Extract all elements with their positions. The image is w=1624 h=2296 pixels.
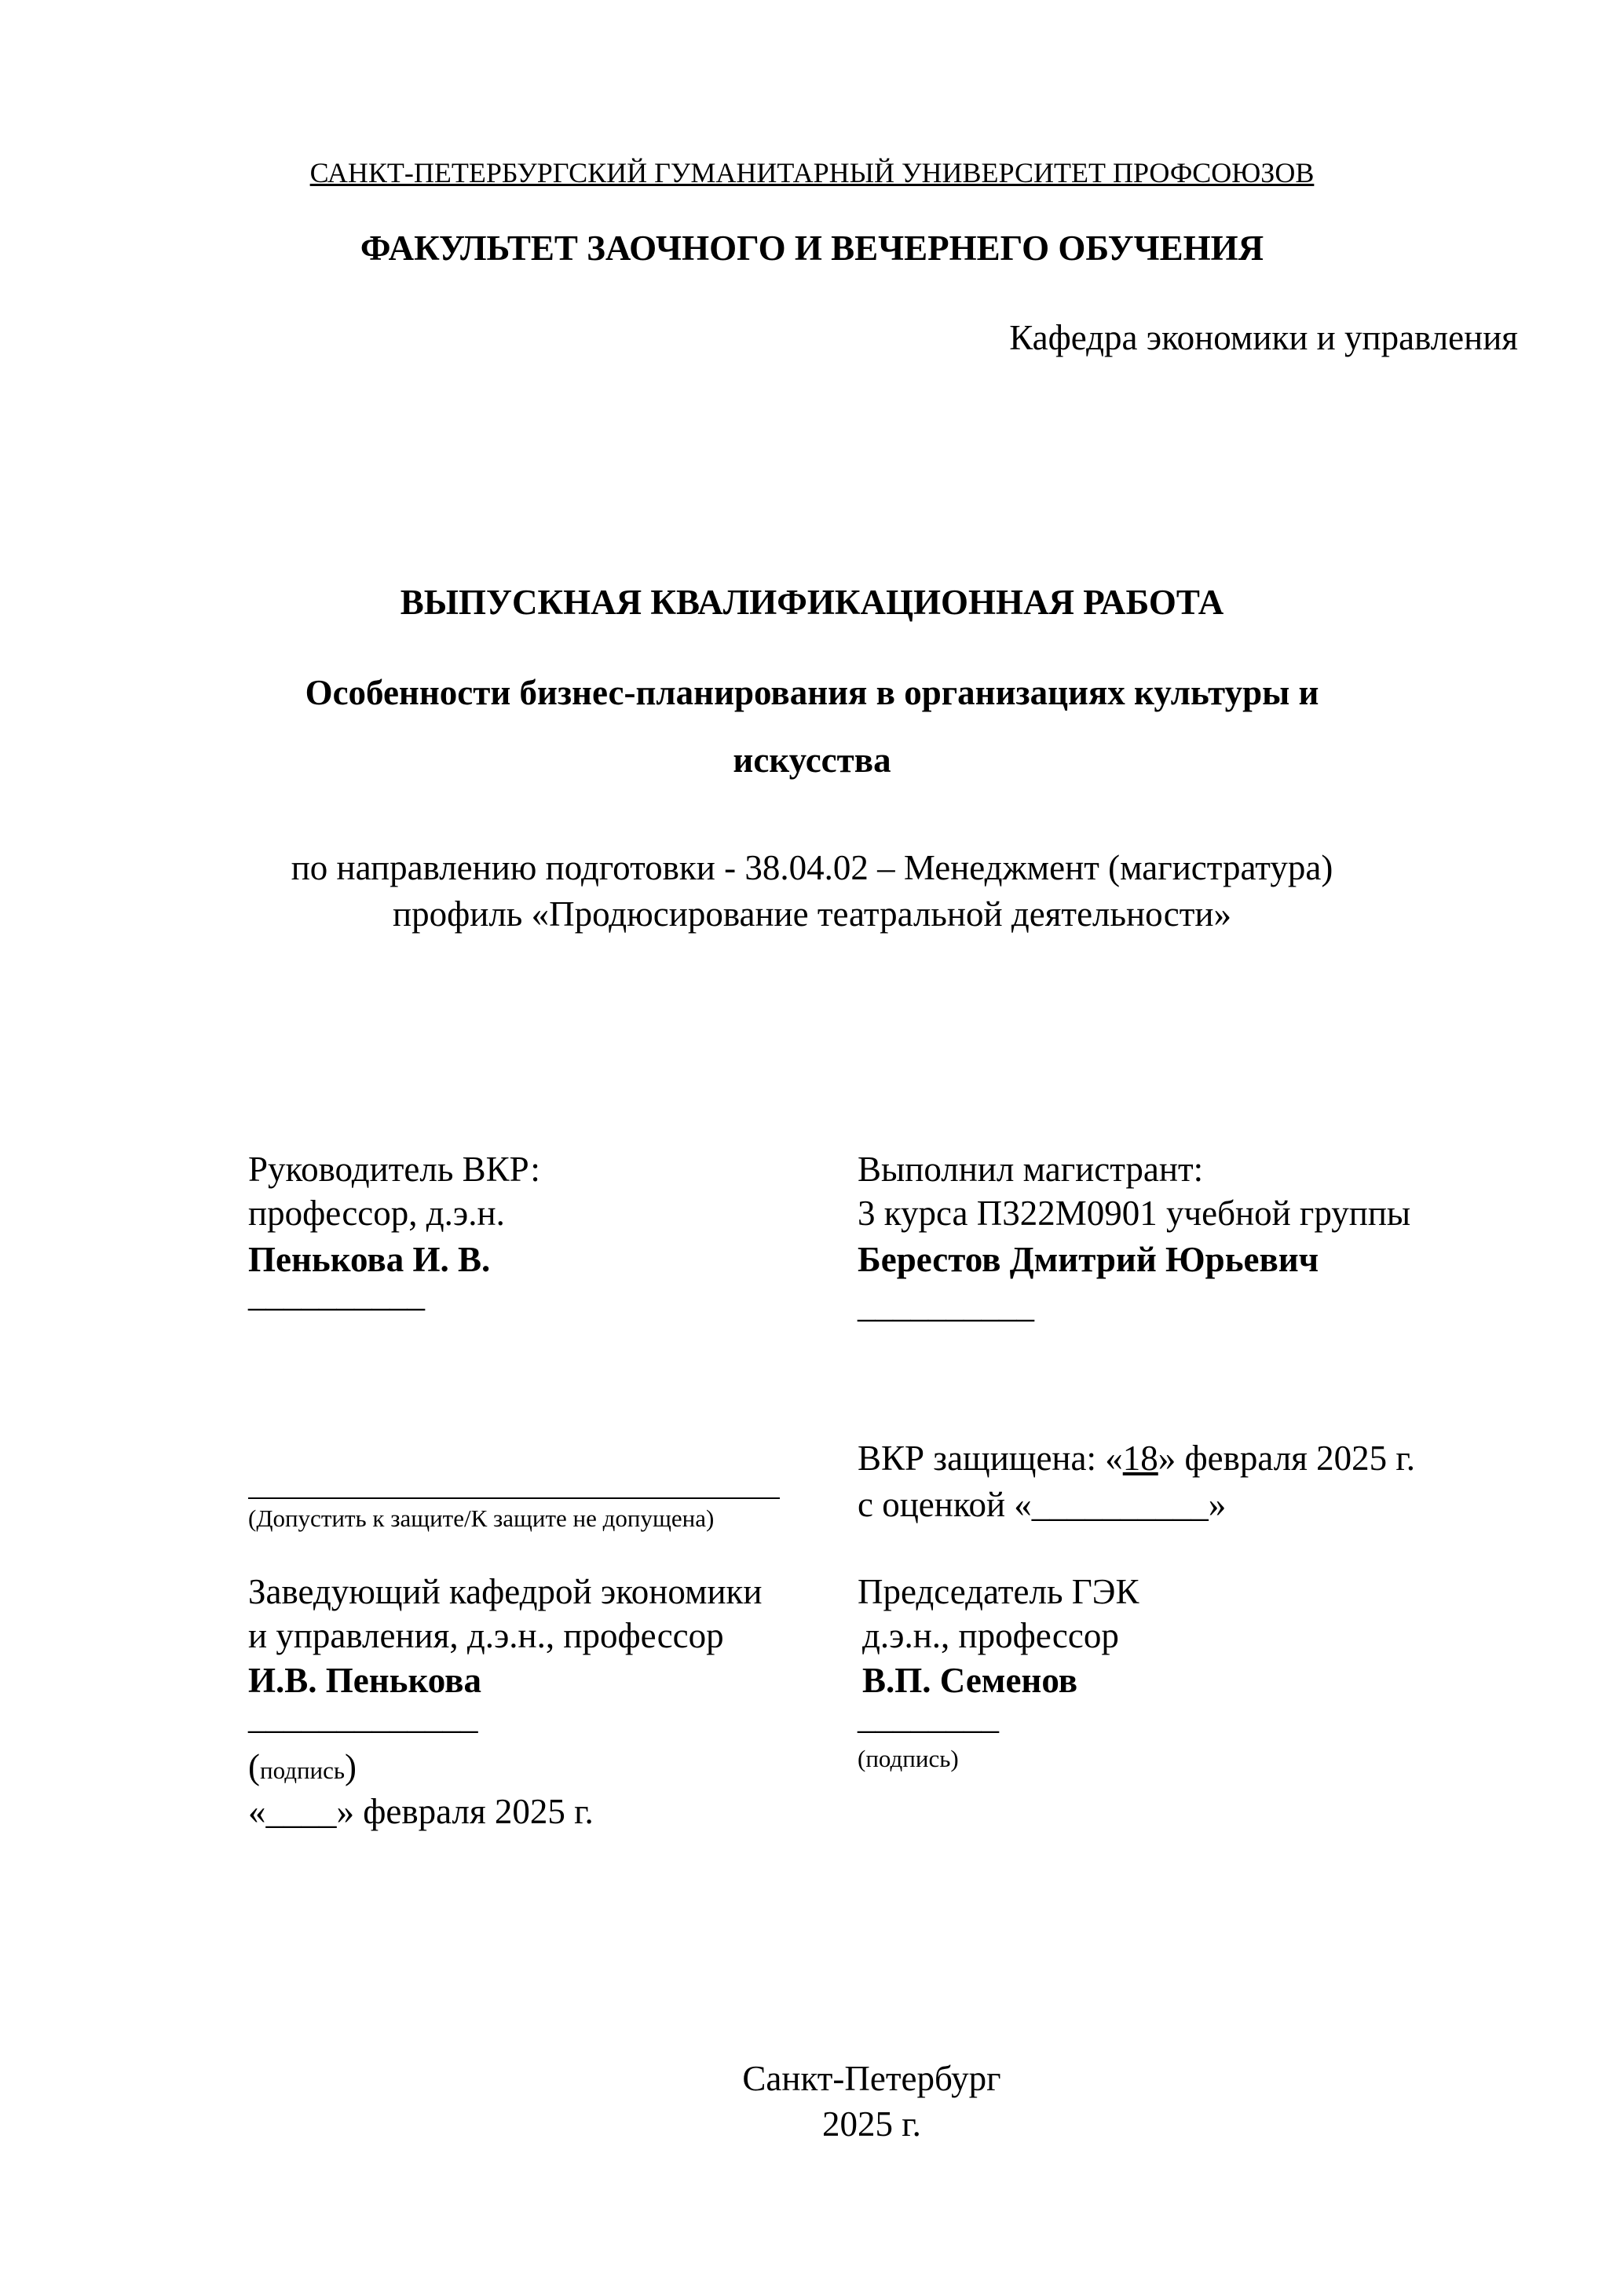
work-type-title: ВЫПУСКНАЯ КВАЛИФИКАЦИОННАЯ РАБОТА [400,583,1224,622]
defense-prefix: ВКР защищена: « [858,1439,1123,1478]
paren-open: ( [248,1747,260,1786]
student-signature-line: __________ [858,1285,1034,1325]
chair-signature-line: ________ [858,1697,999,1736]
city: Санкт-Петербург [742,2059,1001,2098]
admission-note: (Допустить к защите/К защите не допущена) [248,1504,715,1532]
supervisor-name: Пенькова И. В. [248,1240,491,1279]
direction-text: по направлению подготовки - 38.04.02 – Менеджмент (магистратура) [291,848,1333,887]
admission-line [248,1497,780,1499]
paren-close: ) [345,1747,357,1786]
supervisor-degree: профессор, д.э.н. [248,1194,505,1233]
signature-word: подпись [260,1757,346,1784]
student-label: Выполнил магистрант: [858,1150,1204,1189]
defense-date [858,1436,1415,1480]
head-date: «____» февраля 2025 г. [248,1792,594,1831]
chair-name: В.П. Семенов [862,1661,1078,1700]
faculty-name: ФАКУЛЬТЕТ ЗАОЧНОГО И ВЕЧЕРНЕГО ОБУЧЕНИЯ [360,229,1264,268]
chair-label: Председатель ГЭК [858,1572,1139,1611]
student-group: 3 курса П322М0901 учебной группы [858,1194,1411,1233]
defense-day: 18 [1122,1439,1158,1478]
supervisor-signature-line: __________ [248,1274,425,1314]
defense-grade: с оценкой «__________» [858,1485,1227,1524]
topic-line-2: искусства [733,740,891,780]
head-signature-line: _____________ [248,1697,478,1736]
head-line-1: Заведующий кафедрой экономики [248,1572,763,1611]
chair-signature-label: (подпись) [858,1745,959,1772]
topic-line-1: Особенности бизнес-планирования в организациях культуры и [305,673,1319,712]
head-signature-label [248,1745,357,1789]
supervisor-label: Руководитель ВКР: [248,1150,540,1189]
head-name: И.В. Пенькова [248,1661,481,1700]
profile-text: профиль «Продюсирование театральной деятельности» [393,894,1231,934]
university-name: САНКТ-ПЕТЕРБУРГСКИЙ ГУМАНИТАРНЫЙ УНИВЕРСИТЕТ ПРОФСОЮЗОВ [309,157,1315,188]
department-name: Кафедра экономики и управления [1009,318,1518,357]
chair-degree: д.э.н., профессор [862,1616,1119,1655]
year: 2025 г. [822,2104,921,2144]
head-line-2: и управления, д.э.н., профессор [248,1616,724,1655]
defense-suffix: » февраля 2025 г. [1158,1439,1416,1478]
student-name: Берестов Дмитрий Юрьевич [858,1240,1319,1279]
